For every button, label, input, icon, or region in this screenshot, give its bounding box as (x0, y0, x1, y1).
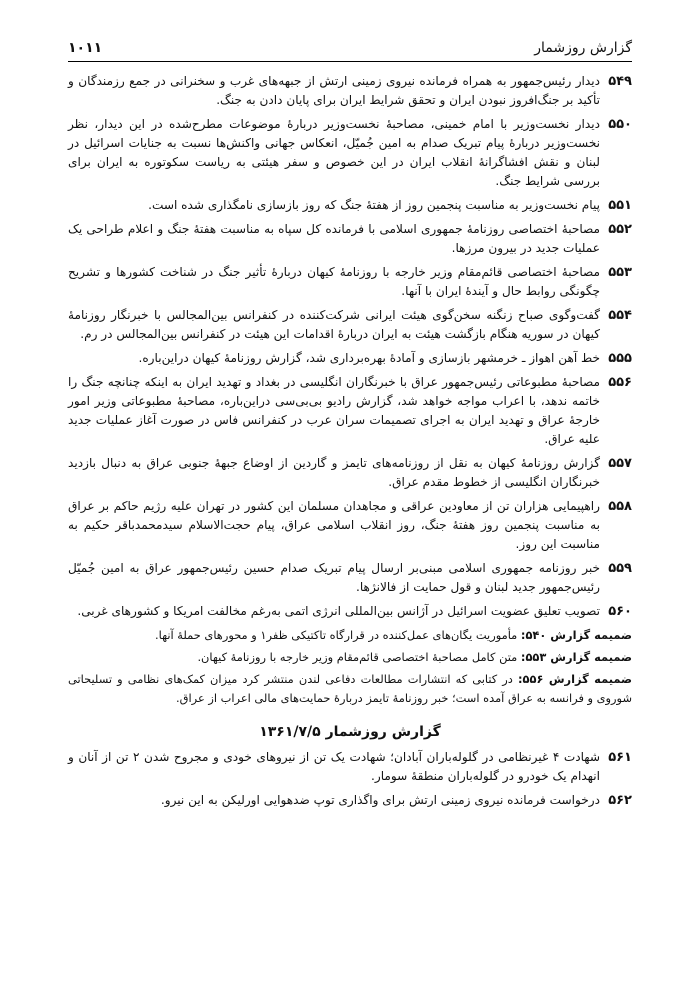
appendix-text: مأموریت یگان‌های عمل‌کننده در قرارگاه تاکتیکی ظفر۱ و محورهای حملهٔ آنها. (155, 628, 518, 642)
entry-number: ۵۶۱ (608, 750, 632, 765)
report-entry (68, 115, 632, 191)
appendix-note (68, 626, 632, 645)
report-entry (68, 602, 632, 621)
entry-text: مصاحبهٔ مطبوعاتی رئیس‌جمهور عراق با خبرنگاران انگلیسی در بغداد و تهدید ایران به اینکه چنانچه جنگ را خاتمه ندهد، با اعراب مواجه خواهد شد، گزارش رادیو بی‌بی‌سی دراین‌باره، مصاحبهٔ مطبوعاتی وزیر امور خارجهٔ عراق و تهدید ایران به اجرای تصمیمات سران عرب در کنفرانس فاس در صورت آغاز عملیات جدید علیه عراق. (68, 375, 600, 446)
entry-text: مصاحبهٔ اختصاصی قائم‌مقام وزیر خارجه با روزنامهٔ کیهان دربارهٔ تأثیر جنگ در شناخت کشورها و تشریح چگونگی روابط حال و آیندهٔ ایران با آنها. (68, 265, 600, 298)
entry-number: ۵۵۹ (608, 561, 632, 576)
entry-number: ۵۵۸ (608, 499, 632, 514)
appendix-list (68, 626, 632, 708)
report-entry (68, 306, 632, 344)
report-entry (68, 791, 632, 810)
entry-text: گفت‌وگوی صباح زنگنه سخن‌گوی هیئت ایرانی شرکت‌کننده در کنفرانس بین‌المجالس با خبرنگار روزنامهٔ کیهان در سوریه هنگام بازگشت هیئت به ایران دربارهٔ اقدامات این هیئت در کنفرانس بین‌المجالس در رم. (68, 308, 600, 341)
report-entry (68, 497, 632, 554)
entry-number: ۵۶۰ (608, 604, 632, 619)
entry-text: راهپیمایی هزاران تن از معاودین عراقی و مجاهدان مسلمان این کشور در تهران علیه رژیم حاکم بر عراق به مناسبت پنجمین روز هفتهٔ جنگ، روز انقلاب اسلامی عراق، پیام حجت‌الاسلام سیدمحمدباقر حکیم به مناسبت این روز. (68, 499, 600, 551)
entry-text: درخواست فرمانده نیروی زمینی ارتش برای واگذاری توپ ضدهوایی اورلیکن به این نیرو. (160, 793, 600, 807)
appendix-text: در کتابی که انتشارات مطالعات دفاعی لندن منتشر کرد میزان کمک‌های نظامی و تسلیحاتی شوروی و فرانسه به عراق آمده است؛ خبر روزنامهٔ تایمز دربارهٔ حمایت‌های مالی اعراب از عراق. (68, 672, 632, 705)
entry-text: خط آهن اهواز ـ خرمشهر بازسازی و آمادهٔ بهره‌برداری شد، گزارش روزنامهٔ کیهان دراین‌باره. (138, 351, 600, 365)
entry-text: دیدار نخست‌وزیر با امام خمینی، مصاحبهٔ نخست‌وزیر دربارهٔ موضوعات مطرح‌شده در این دیدار، نظر نخست‌وزیر دربارهٔ پیام تبریک صدام به امین جُمیّل، انعکاس جهانی واکنش‌ها نسبت به جنایات اسرائیل در لبنان و نقش افشاگرانهٔ انقلاب ایران در این خصوص و سفر هیئتی به ریاست سکوتوره به ایران برای بررسی شرایط جنگ. (68, 117, 600, 188)
appendix-label: ضمیمه گزارش ۵۴۰: (520, 628, 632, 642)
entry-number: ۵۵۴ (608, 308, 632, 323)
entry-text: تصویب تعلیق عضویت اسرائیل در آژانس بین‌المللی انرژی اتمی به‌رغم مخالفت امریکا و کشورهای غربی. (77, 604, 600, 618)
appendix-text: متن کامل مصاحبهٔ اختصاصی قائم‌مقام وزیر خارجه با روزنامهٔ کیهان. (197, 650, 518, 664)
report-entry (68, 748, 632, 786)
page-header (68, 34, 632, 62)
running-title: گزارش روزشمار (534, 40, 632, 56)
appendix-note (68, 670, 632, 708)
appendix-label: ضمیمه گزارش ۵۵۳: (520, 650, 632, 664)
entry-number: ۵۵۵ (608, 351, 632, 366)
report-entries (68, 72, 632, 621)
report-entry (68, 373, 632, 449)
entry-text: گزارش روزنامهٔ کیهان به نقل از روزنامه‌های تایمز و گاردین از اوضاع جبههٔ جنوبی عراق به دنبال بازدید خبرنگاران انگلیسی از خطوط مقدم عراق. (68, 456, 600, 489)
report-entries-section-2 (68, 748, 632, 810)
entry-text: مصاحبهٔ اختصاصی روزنامهٔ جمهوری اسلامی با فرمانده کل سپاه به مناسبت هفتهٔ جنگ و اعلام طراحی یک عملیات جدید در بیرون مرزها. (68, 222, 600, 255)
report-entry (68, 559, 632, 597)
report-entry (68, 196, 632, 215)
entry-text: دیدار رئیس‌جمهور به همراه فرمانده نیروی زمینی ارتش از جبهه‌های غرب و سخنرانی در جمع رزمندگان و تأکید بر جنگ‌افروز نبودن ایران و تحقق شرایط ایران برای پایان دادن به جنگ. (68, 74, 600, 107)
entry-number: ۵۵۳ (608, 265, 632, 280)
entry-number: ۵۵۲ (608, 222, 632, 237)
report-entry (68, 220, 632, 258)
section-heading: گزارش روزشمار ۱۳۶۱/۷/۵ (259, 724, 441, 740)
entry-number: ۵۵۶ (608, 375, 632, 390)
appendix-label: ضمیمه گزارش ۵۵۶: (517, 672, 632, 686)
entry-text: خبر روزنامه جمهوری اسلامی مبنی‌بر ارسال پیام تبریک صدام حسین رئیس‌جمهور عراق به امین جُمیّل رئیس‌جمهور جدید لبنان و قول حمایت از فالانژها. (68, 561, 600, 594)
entry-number: ۵۴۹ (608, 74, 632, 89)
entry-number: ۵۵۷ (608, 456, 632, 471)
report-entry (68, 72, 632, 110)
entry-text: پیام نخست‌وزیر به مناسبت پنجمین روز از هفتهٔ جنگ که روز بازسازی نامگذاری شده است. (148, 198, 600, 212)
entry-number: ۵۵۱ (608, 198, 632, 213)
report-entry (68, 263, 632, 301)
entry-number: ۵۶۲ (608, 793, 632, 808)
page-number: ۱۰۱۱ (68, 40, 103, 56)
entry-number: ۵۵۰ (608, 117, 632, 132)
report-entry (68, 454, 632, 492)
entry-text: شهادت ۴ غیرنظامی در گلوله‌باران آبادان؛ شهادت یک تن از نیروهای خودی و مجروح شدن ۲ تن از آنان و انهدام یک خودرو در گلوله‌باران منطقهٔ سومار. (68, 750, 600, 783)
report-entry (68, 349, 632, 368)
appendix-note (68, 648, 632, 667)
